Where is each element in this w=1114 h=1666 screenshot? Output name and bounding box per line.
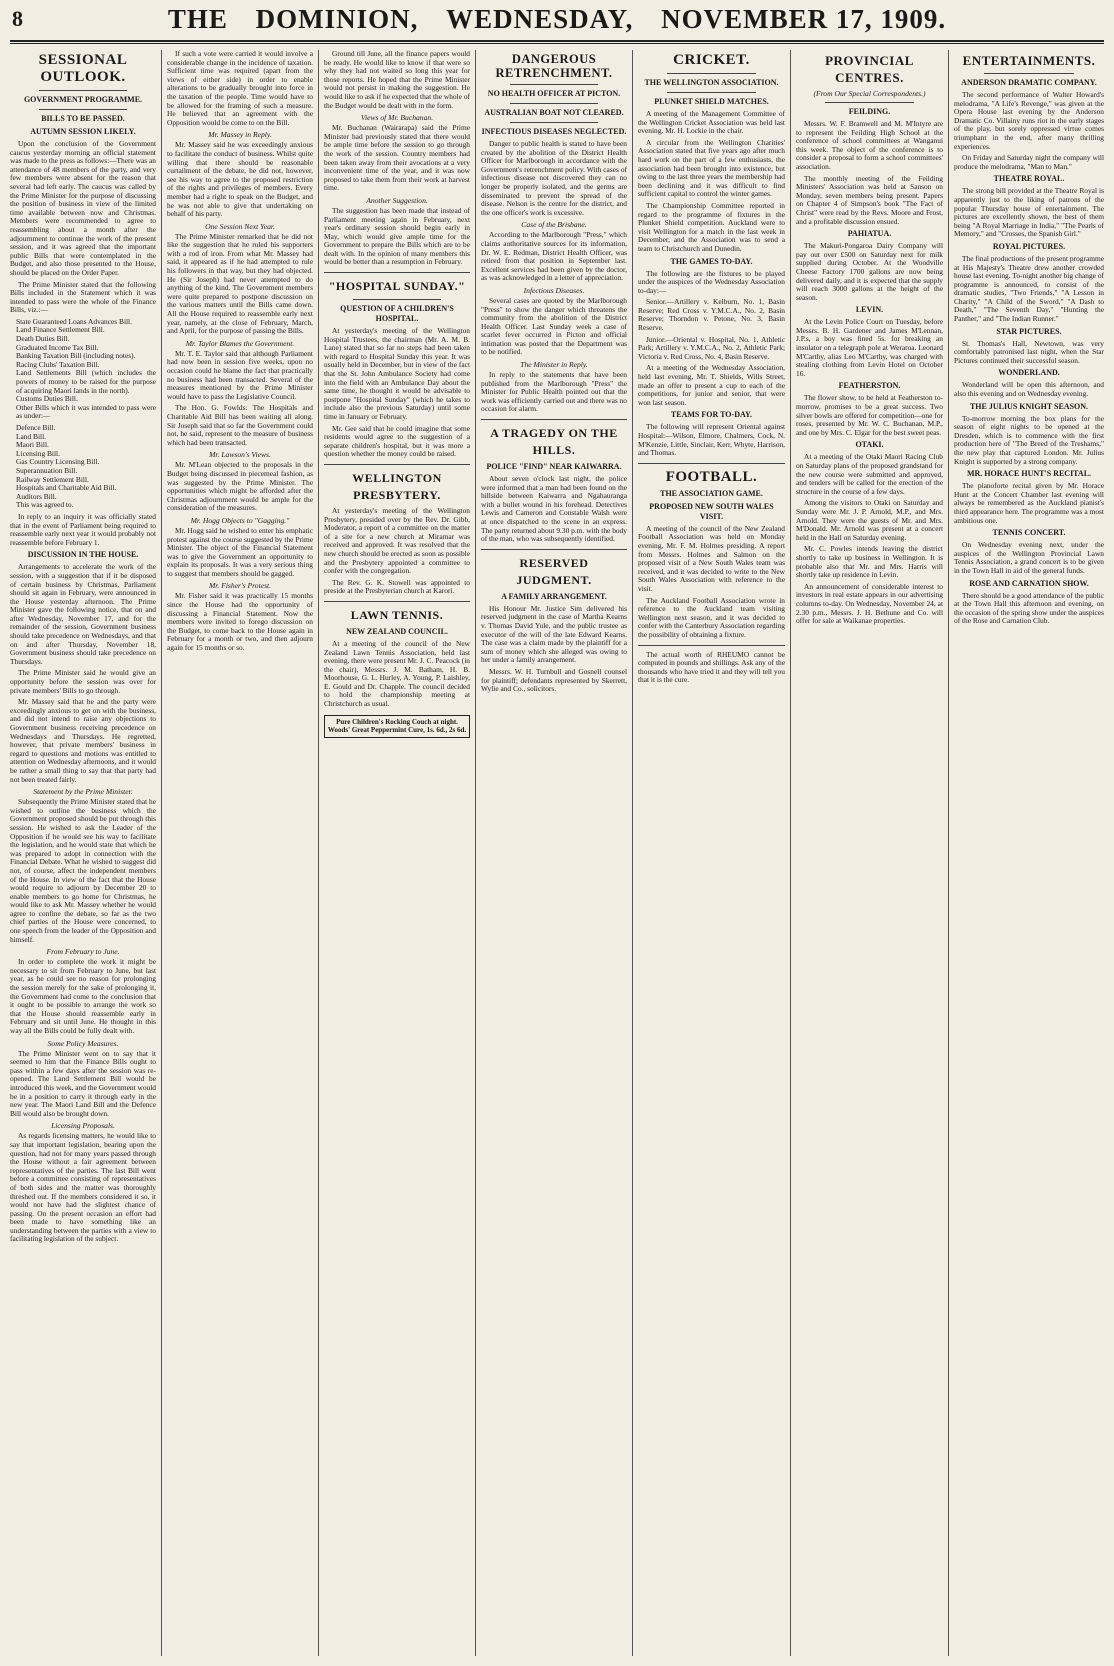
- column-divider: [790, 50, 791, 1656]
- paragraph: As regards licensing matters, he would like to say that important legislation, bearing upon the question, had not for many years passed through the House without a fair agreement between representatives of the parties. The last Bill went before a committee consisting of representatives of both sides and the matter was thoroughly threshed out. If the members considered it so, it would not have had the slightest chance of passing. On the present occasion an effort had been made to have something like an understanding between the parties with a view to facilitating legislation of the subject.: [10, 1131, 156, 1244]
- paragraph: In reply to the statements that have been published from the Marlborough "Press" the Minister for Public Health pointed out that the work was efficiently carried out and there was no occasion for alarm.: [481, 370, 627, 414]
- paragraph: The flower show, to be held at Featherston to-morrow, promises to be a great success. Two silver bowls are offered for competition—one for roses, presented by Mr. W. C. Buchanan, M.P., and one by Mrs. C. Elgar for the best sweet peas.: [796, 393, 943, 437]
- article-subheading: NEW ZEALAND COUNCIL.: [346, 626, 448, 636]
- paragraph: Mr. Massey said he was exceedingly anxious to facilitate the conduct of business. Whilst quite willing that there should be reasonable curtailment of the debate, he did not, however, see his way to agree to the proposed restriction of the rights and privileges of members. Every member had a right to speak on the Budget, and he was not able to give that undertaking on behalf of his party.: [167, 140, 313, 219]
- section-subheading: Views of Mr. Buchanan.: [360, 113, 434, 123]
- fixture-item: Junior.—Oriental v. Hospital, No. 1, Athletic Park; Artillery v. Y.M.C.A., No. 2, Athletic Park; Victoria v. Red Cross, No. 4, Basin Reserve.: [638, 334, 785, 361]
- article-headline: SESSIONAL OUTLOOK.: [38, 52, 128, 85]
- paragraph: Mr. Massey said that he and the party were exceedingly anxious to get on with the business, and did not intend to raise any objections to Government business receiving precedence on Wednesdays and Thursdays. He regretted, however, that private members' business in regard to questions and motions was entitled to attention on Wednesday afternoons, and it would be rather a small thing to say that that party had not been treated fairly.: [10, 697, 156, 784]
- paragraph: A meeting of the council of the New Zealand Football Association was held on Monday evening, Mr. F. M. Holmes presiding. A report from Messrs. Holmes and Salmon on the proposed visit of a New South Wales team was received, and it was decided to write to the New South Wales Association with reference to the visit.: [638, 523, 785, 593]
- paragraph: Mr. T. E. Taylor said that although Parliament had now been in session five weeks, upon no occasion could he blame the fact that practically no business had been transacted. Several of the measures mentioned by the Prime Minister would have to pass the Legislative Council.: [167, 348, 313, 401]
- section-subheading: Mr. Lawson's Views.: [209, 450, 271, 460]
- town-heading: FEILDING.: [848, 107, 891, 116]
- bill-list: [10, 424, 156, 510]
- paragraph: Mr. C. Powles intends leaving the district shortly to take up business in Wellington. It is probable also that Mr. and Mrs. Harris will shortly take up residence in Levin.: [796, 544, 943, 580]
- section-subheading: From February to June.: [46, 947, 120, 957]
- column-cricket-football: [638, 50, 785, 1656]
- list-item: Customs Duties Bill.: [16, 394, 78, 404]
- column-divider: [161, 50, 162, 1656]
- paragraph: Arrangements to accelerate the work of the session, with a suggestion that if it be disposed of certain business by Christmas, Parliament should sit again in February, were announced in the House yesterday afternoon. The Prime Minister gave the following notice, that on and after Wednesday, November 17, and for the remainder of the session, Government business should take precedence on Wednesdays, and that on and after Thursday, November 18, Government business should take precedence on Thursdays.: [10, 562, 156, 666]
- bill-list: [10, 318, 156, 421]
- section-subheading: One Session Next Year.: [205, 221, 275, 231]
- article-headline: LAWN TENNIS.: [350, 607, 444, 622]
- paragraph: The following will represent Oriental against Hospital:—Wilson, Elmore, Chalmers, Cock, N. M'Kenzie, Little, Sinclair, Kerr, Whyte, Harrison, and Thomas.: [638, 422, 785, 458]
- paragraph: The following are the fixtures to be played under the auspices of the Wednesday Association to-day:—: [638, 268, 785, 295]
- masthead-title-main: DOMINION,: [255, 4, 419, 34]
- article-subheading: ROSE AND CARNATION SHOW.: [969, 578, 1089, 588]
- paragraph: In reply to an inquiry it was officially stated that in the event of Parliament being required to reassemble early next year it would probably not reassemble before February 1.: [10, 511, 156, 547]
- list-item: Superannuation Bill.: [16, 465, 78, 475]
- paragraph: If such a vote were carried it would involve a considerable change in the incidence of taxation. Sufficient time was required (apart from the views of either side) in order to enable alterations to be gradually brought into force in the taxation of the people. Time would have to be allowed for the framing of such a measure. He believed that an agreement with the Opposition would be come to on the Bill.: [167, 50, 313, 127]
- paragraph: At a meeting of the Wednesday Association, held last evening, Mr. T. Shields, Wills Street, made an offer to present a cup to each of the competitions, for junior and senior, that were won last season.: [638, 363, 785, 407]
- paragraph: At yesterday's meeting of the Wellington Presbytery, presided over by the Rev. Dr. Gibb, Moderator, a report of a committee on the matter of a site for a new church at Miramar was received and approved. It was resolved that the new church should be erected as soon as possible and the Presbytery appointed a committee to confer with the congregation.: [324, 505, 470, 576]
- paragraph: In order to complete the work it might be necessary to sit from February to June, but last year, as he could see no reason for prolonging the session merely for the sake of prolonging it, the Government had come to the conclusion that it ought to be possible to arrange the work so that the House should reassemble early in February and sit until June. He thought in this way all the Bills could be fully dealt with.: [10, 957, 156, 1035]
- paragraph: The Prime Minister stated that the following Bills included in the Statement which it was intended to pass were the whole of the Finance Bills, viz.:—: [10, 279, 156, 315]
- masthead-date: NOVEMBER 17, 1909.: [661, 4, 947, 34]
- paragraph: An announcement of considerable interest to investors in real estate appears in our advertising columns to-day. On Wednesday, November 24, at 2.30 p.m., Messrs. J. H. Bethune and Co. will offer for sale at Waikanae properties.: [796, 581, 943, 626]
- list-item: Land Bill.: [16, 431, 46, 441]
- column-debate-continued: [167, 50, 313, 1656]
- article-subheading: ANDERSON DRAMATIC COMPANY.: [961, 78, 1097, 87]
- paragraph: The monthly meeting of the Feilding Ministers' Association was held at Sanson on Monday, seven members being present. Papers on Chapter 4 of Simpson's book "The Fact of Christ" were read by the Revs. Moore and Frost, and a profitable discussion ensued.: [796, 173, 943, 226]
- list-item: This was agreed to.: [16, 500, 74, 510]
- article-subheading: NO HEALTH OFFICER AT PICTON.: [487, 89, 621, 98]
- section-subheading: Statement by the Prime Minister.: [33, 787, 133, 797]
- town-heading: LEVIN.: [855, 305, 884, 315]
- paragraph: The Prime Minister remarked that he did not like the suggestion that he ruled his supporters with a rod of iron. From what Mr. Massey had said, it appeared as if he had attempted to rule his followers in that way, but they had objected. He (Sir Joseph) had never attempted to do anything of the kind. The Government members were quite prepared to postpone discussion on the various matters until the Bills came down. All the House required to reassemble early next year, namely, at the close of February, March, and April, for the purpose of passing the Bills.: [167, 231, 313, 336]
- list-item: Graduated Income Tax Bill.: [16, 342, 99, 352]
- section-subheading: Some Policy Measures.: [47, 1038, 119, 1048]
- list-item: State Guaranteed Loans Advances Bill.: [16, 316, 132, 326]
- advertisement: The actual worth of RHEUMO cannot be computed in pounds and shillings. Ask any of the thousands who have tried it and they will tell you that it is the cure.: [638, 649, 785, 685]
- masthead-title: [0, 4, 1114, 35]
- section-subheading: Infectious Diseases.: [523, 285, 585, 295]
- list-item: Auditors Bill.: [16, 491, 57, 501]
- masthead-rule: [10, 40, 1104, 42]
- list-item: Land Settlements Bill (which includes the powers of money to be raised for the purpose of acquiring Maori lands in the north).: [16, 368, 156, 395]
- paragraph: The strong bill provided at the Theatre Royal is apparently just to the liking of patrons of the popular Thursday house of entertainment. The pictures are excellently shown, the best of them being "A Royal Marriage in India," "The Pearls of Memory," and "Crosses, the Spanish Girl.": [954, 186, 1104, 239]
- paragraph: Mr. Gee said that he could imagine that some residents would agree to the suggestion of a separate children's hospital, but it was more a question whether the money could be raised.: [324, 423, 470, 459]
- paragraph: According to the Marlborough "Press," which claims authoritative sources for its information, Dr. W. E. Redman, District Health Officer, was retired from that position in September last. Excellent services had been given by the doctor, as was acknowledged in a letter of appreciation.: [481, 230, 627, 283]
- list-item: Maori Bill.: [16, 440, 49, 450]
- article-headline: FOOTBALL.: [665, 468, 758, 485]
- article-subheading: ROYAL PICTURES.: [992, 241, 1066, 251]
- column-hospital-sunday: [324, 50, 470, 1656]
- paragraph: At yesterday's meeting of the Wellington Hospital Trustees, the chairman (Mr. A. M. B. Lane) stated that so far no steps had been taken with regard to Hospital Sunday this year. It was usually held in December, but in view of the fact that the St. John Ambulance Society had come into the field with an Ambulance Day about the same time, he thought it would be advisable to postpone "Hospital Sunday" (which he takes to include also the previous Saturday) until some time in January or February.: [324, 326, 470, 421]
- article-headline: A TRAGEDY ON THE HILLS.: [490, 426, 618, 458]
- town-heading: PAHIATUA.: [847, 229, 892, 239]
- article-subheading: POLICE "FIND" NEAR KAIWARRA.: [486, 462, 622, 472]
- article-subheading: AUSTRALIAN BOAT NOT CLEARED.: [484, 108, 624, 117]
- masthead-rule-thin: [10, 43, 1104, 44]
- page-number: 8: [12, 6, 23, 31]
- list-item: Banking Taxation Bill (including notes).: [16, 351, 136, 361]
- paragraph: Mr. Fisher said it was practically 15 months since the House had the opportunity of discussing a Financial Statement. Now the members were invited to forego discussion on the Budget, to come back to the House again in February for a month or two, and then adjourn again for 15 months or so.: [167, 591, 313, 653]
- article-subheading: THEATRE ROYAL.: [993, 174, 1065, 184]
- article-headline: "HOSPITAL SUNDAY.": [328, 279, 466, 294]
- town-heading: OTAKI.: [855, 440, 884, 450]
- article-subheading: MR. HORACE HUNT'S RECITAL.: [966, 469, 1092, 479]
- article-subheading: INFECTIOUS DISEASES NEGLECTED.: [481, 127, 627, 136]
- paragraph: The Hon. G. Fowlds: The Hospitals and Charitable Aid Bill has been waiting all along. Sir Joseph said that so far the Government could not, he said, represent to the measure of business which had been transacted.: [167, 403, 313, 447]
- article-subheading: PLUNKET SHIELD MATCHES.: [654, 97, 769, 106]
- article-headline: WELLINGTON PRESBYTERY.: [352, 470, 442, 502]
- paragraph: The Auckland Football Association wrote in reference to the Auckland team visiting Wellington next season, and it was decided to confer with the Canterbury Association regarding the possibility of obtaining a fixture.: [638, 595, 785, 639]
- article-subheading: WONDERLAND.: [998, 368, 1060, 378]
- paragraph: Messrs. W. H. Turnbull and Gosnell counsel for plaintiff; defendants represented by Skerrett, Wylie and Co., solicitors.: [481, 666, 627, 694]
- list-item: Gas Country Licensing Bill.: [16, 457, 100, 467]
- paragraph: To-morrow morning the box plans for the season of eight nights to be opened at the Dresden, which is to commence with the first production here of "The Breed of the Treshams," the new play that captured London. Mr. Julius Knight is supported by a strong company.: [954, 413, 1104, 466]
- section-subheading: The Minister in Reply.: [520, 360, 588, 370]
- list-item: Land Finance Settlement Bill.: [16, 325, 105, 335]
- paragraph: The pianoforte recital given by Mr. Horace Hunt at the Concert Chamber last evening will always be remembered as the Auckland pianist's third appearance here. The programme was a most ambitious one.: [954, 481, 1104, 525]
- paragraph: Several cases are quoted by the Marlborough "Press" to show the danger which threatens the community from the abolition of the District Health Officer. Last Sunday week a case of scarlet fever occurred in Picton and official intimation was posted that the Department was to be notified.: [481, 295, 627, 357]
- list-item: Defence Bill.: [16, 423, 56, 432]
- paragraph: There should be a good attendance of the public at the Town Hall this afternoon and evening, on the occasion of the spring show under the auspices of the Rose and Carnation Club.: [954, 590, 1104, 626]
- paragraph: About seven o'clock last night, the police were informed that a man had been found on the hillside between Kaiwarra and Ngahauranga with a bullet wound in his forehead. Detectives Lewis and Cameron and Constable Walsh were at once dispatched to the scene in an express. The party returned about 9.30 p.m. with the body of the man, who was subsequently identified.: [481, 474, 627, 544]
- section-subheading: Licensing Proposals.: [51, 1121, 115, 1131]
- paragraph: Mr. M'Lean objected to the proposals in the Budget being discussed in piecemeal fashion, as was suggested by the Prime Minister. The opportunities which might be afforded after the Christmas adjournment would be ample for the consideration of the measures.: [167, 460, 313, 513]
- paragraph: Danger to public health is stated to have been created by the abolition of the District Health Officer for Marlborough in accordance with the Government's retrenchment policy. With cases of infectious disease not discovered they can no longer be properly isolated, and the germs are disseminated to prevent the spread of the disease. Nelson is the centre for the district, and the one officer's work is excessive.: [481, 139, 627, 217]
- list-item: Death Duties Bill.: [16, 334, 70, 344]
- paragraph: Upon the conclusion of the Government caucus yesterday morning an official statement was made to the press as follows:—There was an attendance of 48 members of the party, and very few members were absent for the reason that several had left early. The caucus was called by the Prime Minister for the purpose of discussing the position of business in view of the limited time available between now and Christmas. Members were recommended to agree to reassembling about a month after the adjournment to continue the work of the present session, and it was agreed that the important public Bills that were contemplated in the Budget, and also those presented to the House, should be placed on the Order Paper.: [10, 139, 156, 277]
- paragraph: Subsequently the Prime Minister stated that he wished to outline the business which the Government proposed should be put through this session. He wished to ask the Leader of the Opposition if he would see his way to facilitate the legislation, and he would state that which he was prepared to adopt in connection with the Financial Debate. What he wished to suggest did not, of course, affect the independent members of the House. In view of the fact that the House would require to adjourn by December 20 to enable members to go home for Christmas, he would like to ask Mr. Massey whether he would agree to confine the debate, so far as the two chief parties of the House were concerned, to one speech from the leader of the Opposition and himself.: [10, 797, 156, 944]
- article-subheading: THE WELLINGTON ASSOCIATION.: [644, 78, 779, 87]
- paragraph: A circular from the Wellington Charities' Association stated that five years ago after much hard work on the part of a few enthusiasts, the association had been brought into existence, but owing to the last three years the membership had been declining and it was difficult to find sufficient capital to control the winter games.: [638, 137, 785, 199]
- paragraph: The Championship Committee reported in regard to the programme of fixtures in the Plunket Shield competition. Auckland were to visit Wellington for a match in the last week in December, and the Association was to send a team to Christchurch and Dunedin.: [638, 200, 785, 253]
- section-subheading: Mr. Fisher's Protest.: [208, 581, 272, 591]
- paragraph: The Makuri-Pongaroa Dairy Company will pay out over £500 on Saturday next for milk supplied during October. At the Woodville Cheese Factory 1700 gallons are now being delivered daily, and it is expected that the supply will reach 3000 gallons at the height of the season.: [796, 241, 943, 302]
- paragraph: Mr. Buchanan (Wairarapa) said the Prime Minister had previously stated that there would be ample time before the session to go through the work of the session. Country members had been taken away from their avocations at a very inconvenient time of the year, and it was now proposed to take them from their work at harvest time.: [324, 123, 470, 193]
- column-sessional-outlook: [10, 50, 156, 1656]
- column-entertainments: [954, 50, 1104, 1656]
- column-provincial-centres: [796, 50, 943, 1656]
- column-divider: [632, 50, 633, 1656]
- article-subheading: PROPOSED NEW SOUTH WALES VISIT.: [649, 501, 774, 521]
- section-subheading: Case of the Brisbane.: [521, 220, 587, 230]
- article-subheading: THE ASSOCIATION GAME.: [660, 488, 763, 498]
- masthead-title-left: THE: [167, 4, 228, 34]
- paragraph: Wonderland will be open this afternoon, and also this evening and on Wednesday evening.: [954, 380, 1104, 399]
- article-subheading: BILLS TO BE PASSED.: [41, 114, 125, 123]
- column-divider: [475, 50, 476, 1656]
- list-item: Racing Clubs' Taxation Bill.: [16, 359, 100, 369]
- paragraph: At the Levin Police Court on Tuesday, before Messrs. B. H. Gardener and James M'Lennan, J.P.s, a boy was fined 5s. for breaking an insulator on a telegraph pole at Weraroa. Leonard M'Carthy, alias Leo M'Carthy, was charged with stealing clothing from Levin Hotel on October 16.: [796, 317, 943, 378]
- column-divider: [318, 50, 319, 1656]
- town-heading: FEATHERSTON.: [838, 381, 901, 391]
- article-headline: ENTERTAINMENTS.: [962, 53, 1096, 68]
- article-subheading: A FAMILY ARRANGEMENT.: [501, 591, 607, 601]
- paragraph: His Honour Mr. Justice Sim delivered his reserved judgment in the case of Martha Kearns v. Thomas David Yule, and the public trustee as executor of the will of the late Edward Kearns. The case was a claim made by the plaintiff for a sum of money which she alleged was owing to her under a family arrangement.: [481, 603, 627, 665]
- paragraph: St. Thomas's Hall, Newtown, was very comfortably patronised last night, when the Star Pictures continued their successful season.: [954, 338, 1104, 365]
- list-item: Railway Settlement Bill.: [16, 474, 89, 484]
- article-subheading: THE GAMES TO-DAY.: [670, 256, 753, 266]
- section-subheading: Mr. Taylor Blames the Government.: [185, 338, 295, 348]
- paragraph: The Prime Minister said he would give an opportunity before the session was over for private members' Bills to go through.: [10, 668, 156, 695]
- article-headline: PROVINCIAL CENTRES.: [825, 53, 914, 85]
- paragraph: The final productions of the present programme at His Majesty's Theatre drew another crowded house last evening. To-night another big change of programme is announced, to consist of the dramatic studies, "Two Friends," "A Lesson in Charity," "A Child of the Sword," "A Dash to Death," "The Seventh Day," "Hunting the Panther," and "The Indian Runner.": [954, 253, 1104, 324]
- paragraph: Mr. Hogg said he wished to enter his emphatic protest against the course suggested by the Prime Minister. The object of the Financial Statement was to give the Government an opportunity to explain its proposals. It was a very serious thing to suggest that members should be gagged.: [167, 525, 313, 578]
- article-subheading: TENNIS CONCERT.: [992, 528, 1066, 538]
- article-subheading: TEAMS FOR TO-DAY.: [670, 410, 753, 420]
- section-subheading: Another Suggestion.: [366, 195, 428, 205]
- paragraph: The Prime Minister went on to say that it seemed to him that the Finance Bills ought to pass within a few days after the session was re-opened. The Land Settlement Bill would be introduced this week, and the Government would be in a position to carry it through early in the new year. The Maori Land Bill and the Defence Bill would also be brought down.: [10, 1048, 156, 1118]
- fixture-item: Senior.—Artillery v. Kelburn, No. 1, Basin Reserve; Red Cross v. Y.M.C.A., No. 2, Basin Reserve; Thorndon v. Petone, No. 3, Basin Reserve.: [638, 297, 785, 333]
- article-subheading: QUESTION OF A CHILDREN'S HOSPITAL.: [340, 304, 454, 324]
- article-headline: DANGEROUS RETRENCHMENT.: [495, 52, 613, 80]
- paragraph: The second performance of Walter Howard's melodrama, "A Life's Revenge," was given at the Opera House last evening by the Anderson Dramatic Co. Villainy runs riot in the early stages of the play, but sorely oppressed virtue comes triumphant in the end, after many thrilling experiences.: [954, 90, 1104, 151]
- masthead-weekday: WEDNESDAY,: [446, 4, 634, 34]
- paragraph: Messrs. W. F. Bramwell and M. M'Intyre are to represent the Feilding High School at the conference of school committees at Wanganui this week. The object of the conference is to consider a proposal to form a school committees' association.: [796, 119, 943, 171]
- article-subheading: THE JULIUS KNIGHT SEASON.: [969, 401, 1089, 411]
- masthead: [0, 0, 1114, 40]
- article-headline: CRICKET.: [673, 52, 750, 68]
- article-subheading: STAR PICTURES.: [996, 326, 1062, 336]
- list-item: Other Bills which it was intended to pass were as under:—: [16, 402, 156, 421]
- column-divider: [948, 50, 949, 1656]
- column-retrenchment: [481, 50, 627, 1656]
- article-headline: RESERVED JUDGMENT.: [516, 555, 592, 587]
- paragraph: The suggestion has been made that instead of Parliament meeting again in February, next year's ordinary session should begin early in May, which would give ample time for the Government to prepare the Bills which are to be dealt with. In the opinion of many members this would be better than a resumption in February.: [324, 205, 470, 267]
- paragraph: A meeting of the Management Committee of the Wellington Cricket Association was held last evening, Mr. H. Lockie in the chair.: [638, 109, 785, 136]
- advertisement: Pure Children's Rocking Couch at night. Woods' Great Peppermint Cure, 1s. 6d., 2s 6d.: [324, 715, 470, 738]
- article-subheading: GOVERNMENT PROGRAMME.: [23, 95, 143, 104]
- article-subheading: AUTUMN SESSION LIKELY.: [30, 127, 136, 136]
- paragraph: Ground till June, all the finance papers would be ready. He would like to know if that were so why they had not waited so long this year for those reports. He hoped that the Prime Minister would not persist in making the suggestion. He would like to ask if he expected that the whole of the Budget would be dealt with in the form.: [324, 50, 470, 110]
- list-item: Hospitals and Charitable Aid Bill.: [16, 483, 117, 493]
- paragraph: On Wednesday evening next, under the auspices of the Wellington Provincial Lawn Tennis Association, a grand concert is to be given in the Town Hall in aid of the general funds.: [954, 540, 1104, 575]
- paragraph: At a meeting of the Otaki Maori Racing Club on Saturday plans of the proposed grandstand for the new course were submitted and approved, and tenders will be called for the erection of the structure in the course of a few days.: [796, 452, 943, 496]
- article-subheading: DISCUSSION IN THE HOUSE.: [27, 550, 139, 560]
- list-item: Licensing Bill.: [16, 448, 60, 458]
- paragraph: At a meeting of the council of the New Zealand Lawn Tennis Association, held last evening, there were present Mr. J. C. Peacock (in the chair), Messrs. J. M. Batham, H. B. Moorhouse, G. L. Hurley, A. Young, P. Laishley, E. Gould and Dr. Chapple. The council decided to hold the championship meeting at Christchurch as usual.: [324, 638, 470, 709]
- paragraph: On Friday and Saturday night the company will produce the melodrama, "Man to Man.": [954, 153, 1104, 171]
- byline: (From Our Special Correspondents.): [813, 89, 926, 98]
- paragraph: The Rev. G. K. Stowell was appointed to preside at the Presbyterian church at Karori.: [324, 577, 470, 596]
- paragraph: Among the visitors to Otaki on Saturday and Sunday were Mr. J. P. Arnold, M.P., and Mrs. Arnold. They were the guests of Mr. and Mrs. M'Donald. Mr. Arnold was present at a concert held in the Hall on Saturday evening.: [796, 498, 943, 542]
- section-subheading: Mr. Hogg Objects to "Gagging.": [190, 515, 290, 525]
- section-subheading: Mr. Massey in Reply.: [208, 130, 272, 140]
